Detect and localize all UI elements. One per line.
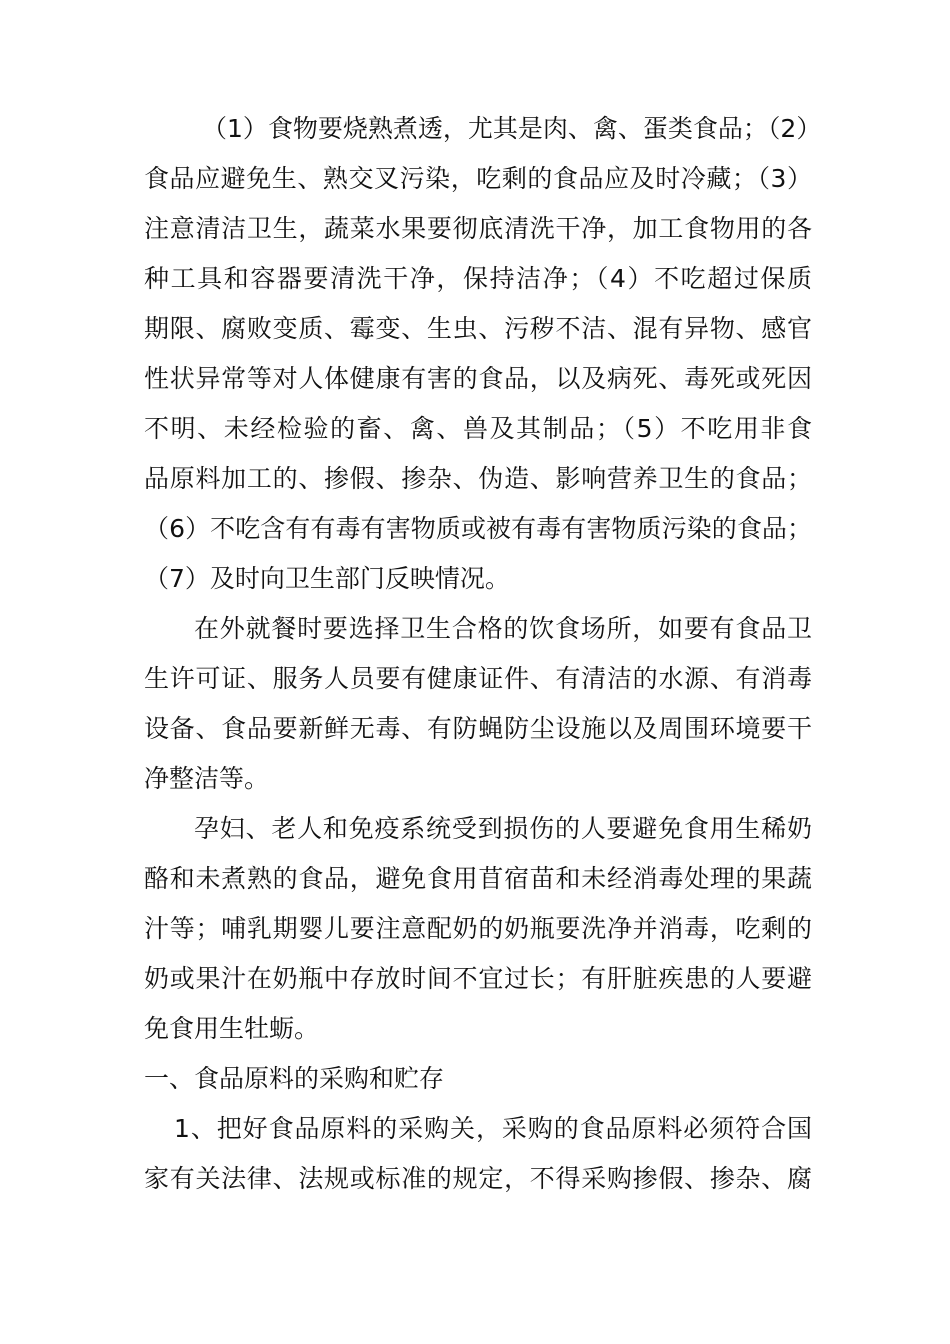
paragraph-line: 净整洁等。 [144,764,270,793]
paragraph-line: （6）不吃含有有毒有害物质或被有毒有害物质污染的食品； [144,514,812,543]
paragraph-line: 种工具和容器要清洗干净，保持洁净；（4）不吃超过保质 [144,264,812,293]
paragraph-line: 奶或果汁在奶瓶中存放时间不宜过长；有肝脏疾患的人要避 [144,964,812,993]
paragraph-line: 酪和未煮熟的食品，避免食用苜宿苗和未经消毒处理的果蔬 [144,864,812,893]
paragraph-line: 汁等；哺乳期婴儿要注意配奶的奶瓶要洗净并消毒，吃剩的 [144,914,812,943]
paragraph-line: 期限、腐败变质、霉变、生虫、污秽不洁、混有异物、感官 [144,314,812,343]
paragraph-line: 生许可证、服务人员要有健康证件、有清洁的水源、有消毒 [144,664,812,693]
paragraph-line: （7）及时向卫生部门反映情况。 [144,564,510,593]
paragraph-line: 食品应避免生、熟交叉污染，吃剩的食品应及时冷藏；（3） [144,164,812,193]
paragraph-line: 家有关法律、法规或标准的规定，不得采购掺假、掺杂、腐 [144,1164,812,1193]
paragraph-line: 在外就餐时要选择卫生合格的饮食场所，如要有食品卫 [194,614,812,643]
paragraph-line: 不明、未经检验的畜、禽、兽及其制品；（5）不吃用非食 [144,414,812,443]
paragraph-line: 性状异常等对人体健康有害的食品，以及病死、毒死或死因 [144,364,812,393]
paragraph-line: 品原料加工的、掺假、掺杂、伪造、影响营养卫生的食品； [144,464,812,493]
paragraph-line: （1）食物要烧熟煮透，尤其是肉、禽、蛋类食品；（2） [202,114,822,143]
paragraph-line: 孕妇、老人和免疫系统受到损伤的人要避免食用生稀奶 [194,814,812,843]
paragraph-line: 注意清洁卫生，蔬菜水果要彻底清洗干净，加工食物用的各 [144,214,812,243]
document-body [144,104,822,1204]
section-heading: 一、食品原料的采购和贮存 [144,1064,445,1093]
paragraph-line: 设备、食品要新鲜无毒、有防蝇防尘设施以及周围环境要干 [144,714,812,743]
paragraph-line: 免食用生牡蛎。 [144,1014,320,1043]
paragraph-line: 1、把好食品原料的采购关，采购的食品原料必须符合国 [174,1114,812,1143]
